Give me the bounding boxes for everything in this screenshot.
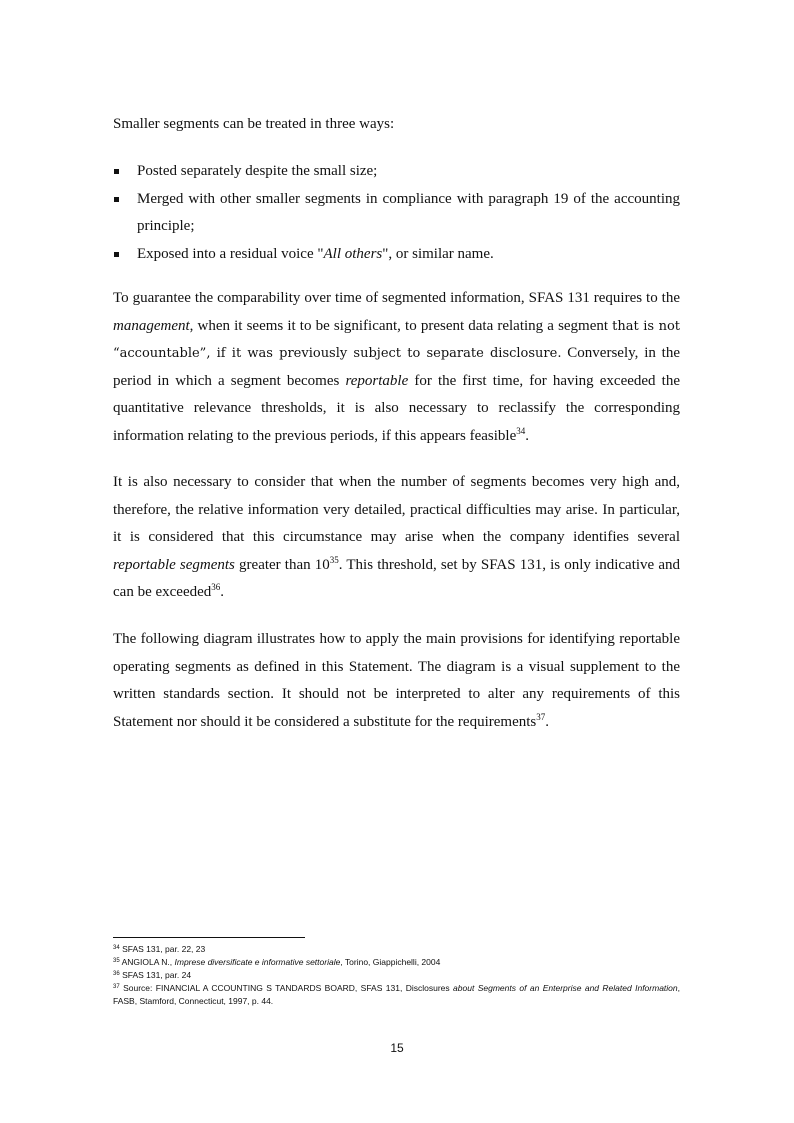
footnote-ref-36[interactable]: 36 [211, 582, 221, 592]
footnote-36: $^{36}$ SFAS 131, par. 24 [113, 970, 192, 980]
list-item: Merged with other smaller segments in compliance with paragraph 19 of the accounting principle; [113, 186, 680, 241]
footnote-35: $^{35}$ ANGIOLA N., Imprese diversificate e informative settoriale, Torino, Giappichelli, 2004 [113, 957, 441, 967]
footnote-34: $^{34}$ SFAS 131, par. 22, 23 [113, 944, 206, 954]
segment-count-paragraph: It is also necessary to consider that when the number of segments becomes very high and, therefore, the relative information very detailed, practical difficulties may arise. In particular, it is considered that this circumstance may arise when the company identifies several reportable segments greater than $10^{35}$. This threshold, set by SFAS 131, is only indicative and can be exceeded$^{36}$. [113, 474, 680, 600]
square-bullet-icon [114, 197, 119, 202]
footnote-ref-34[interactable]: 34 [516, 425, 526, 436]
list-item: Posted separately despite the small size; [113, 158, 680, 186]
intro-paragraph: Smaller segments can be treated in three ways: [113, 116, 395, 132]
footnote-37: $^{37}$ Source: FINANCIAL A CCOUNTING S TANDARDS BOARD, SFAS 131, Disclosures about Segments of an Enterprise and Related Information, FASB, Stamford, Connecticut, 1997, p. 44. [113, 983, 681, 1006]
treatment-bullet-list [113, 158, 680, 268]
footnotes [113, 943, 680, 1008]
list-item: Exposed into a residual voice "All others", or similar name. [113, 241, 680, 269]
footnote-ref-35[interactable]: 35 [329, 554, 339, 565]
square-bullet-icon [114, 252, 119, 257]
square-bullet-icon [114, 169, 119, 174]
diagram-intro-paragraph: The following diagram illustrates how to apply the main provisions for identifying reportable operating segments as defined in this Statement. The diagram is a visual supplement to the written standards section. It should not be interpreted to alter any requirements of this Statement nor should it be considered a substitute for the requirements$^{37}$. [113, 631, 680, 730]
footnote-separator [113, 937, 305, 938]
comparability-paragraph: To guarantee the comparability over time of segmented information, SFAS 131 requires to the management, when it seems it to be significant, to present data relating a segment that is not “accountable”, if it was previously subject to separate disclosure. Conversely, in the period in which a segment becomes reportable for the first time, for having exceeded the quantitative relevance thresholds, it is also necessary to reclassify the corresponding information relating to the previous periods, if this appears feasible$^{34}$. [113, 290, 681, 444]
page-number: 15 [390, 1041, 404, 1055]
footnote-ref-37[interactable]: 37 [536, 711, 546, 722]
